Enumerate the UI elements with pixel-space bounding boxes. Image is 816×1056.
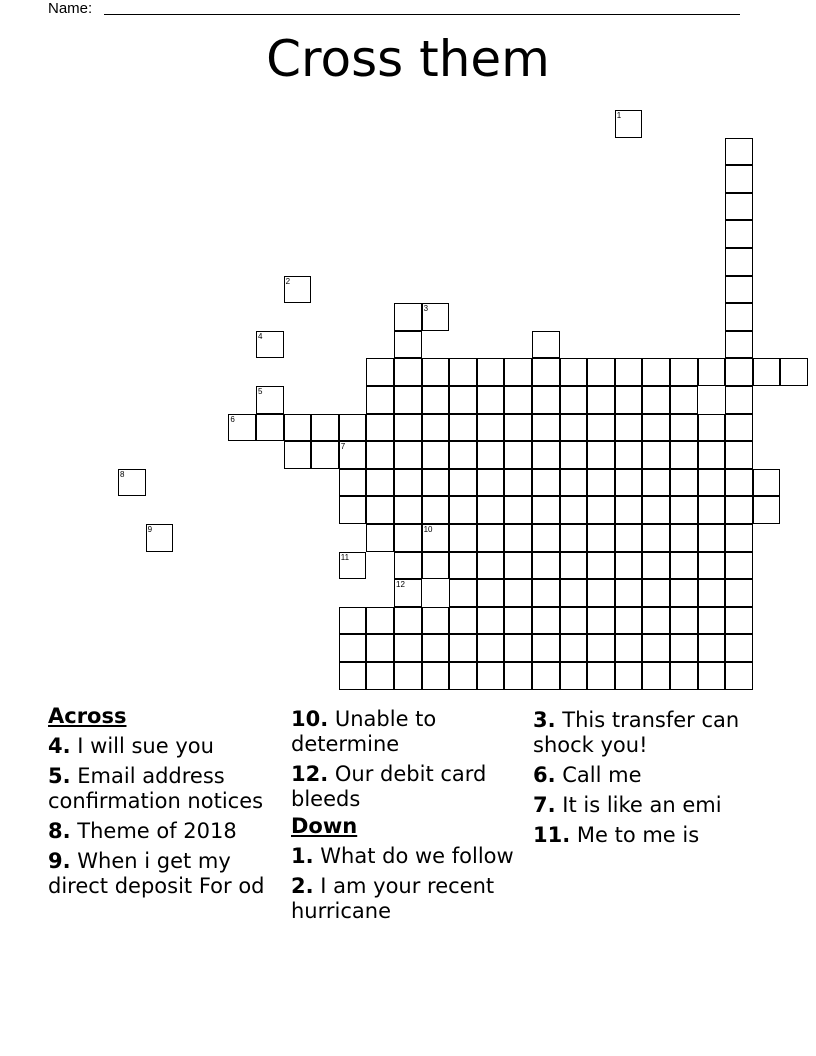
down-header: Down bbox=[291, 814, 358, 838]
clue-item bbox=[291, 762, 526, 812]
grid-cell[interactable] bbox=[504, 496, 532, 524]
grid-cell[interactable] bbox=[642, 414, 670, 442]
grid-cell[interactable] bbox=[422, 386, 450, 414]
grid-cell[interactable] bbox=[477, 441, 505, 469]
clue-item-text: I will sue you bbox=[70, 734, 214, 758]
grid-cell[interactable] bbox=[615, 634, 643, 662]
clue-item-number: 10. bbox=[291, 707, 329, 731]
across-header: Across bbox=[48, 704, 127, 728]
clue-number: 3 bbox=[423, 304, 429, 314]
grid-cell[interactable] bbox=[422, 303, 450, 331]
clue-item-number: 6. bbox=[533, 763, 556, 787]
grid-cell[interactable] bbox=[670, 662, 698, 690]
clue-item bbox=[533, 763, 768, 788]
clue-item bbox=[48, 734, 283, 759]
grid-cell[interactable] bbox=[642, 579, 670, 607]
grid-cell[interactable] bbox=[615, 110, 643, 138]
grid-cell[interactable] bbox=[670, 552, 698, 580]
grid-cell[interactable] bbox=[311, 414, 339, 442]
grid-cell[interactable] bbox=[449, 469, 477, 497]
clue-item-text: Me to me is bbox=[570, 823, 700, 847]
clue-number: 6 bbox=[230, 414, 235, 424]
clue-column-1 bbox=[48, 702, 283, 899]
grid-cell[interactable] bbox=[725, 220, 753, 248]
across-clue-list bbox=[48, 734, 283, 899]
grid-cell[interactable] bbox=[477, 496, 505, 524]
grid-cell[interactable] bbox=[422, 358, 450, 386]
grid-cell[interactable] bbox=[725, 331, 753, 359]
grid-cell[interactable] bbox=[698, 552, 726, 580]
grid-cell[interactable] bbox=[532, 662, 560, 690]
clue-item-number: 9. bbox=[48, 849, 71, 873]
grid-cell[interactable] bbox=[725, 193, 753, 221]
grid-cell[interactable] bbox=[228, 414, 256, 442]
grid-cell[interactable] bbox=[725, 303, 753, 331]
grid-cell[interactable] bbox=[366, 634, 394, 662]
grid-cell[interactable] bbox=[725, 662, 753, 690]
grid-cell[interactable] bbox=[394, 662, 422, 690]
grid-cell[interactable] bbox=[560, 441, 588, 469]
grid-cell[interactable] bbox=[532, 524, 560, 552]
grid-cell[interactable] bbox=[366, 358, 394, 386]
grid-cell[interactable] bbox=[642, 386, 670, 414]
grid-cell[interactable] bbox=[587, 579, 615, 607]
grid-cell[interactable] bbox=[698, 414, 726, 442]
grid-cell[interactable] bbox=[725, 524, 753, 552]
grid-cell[interactable] bbox=[725, 358, 753, 386]
grid-cell[interactable] bbox=[532, 331, 560, 359]
grid-cell[interactable] bbox=[504, 607, 532, 635]
clue-item-text: Unable to determine bbox=[291, 707, 437, 756]
clue-item bbox=[533, 708, 768, 758]
grid-cell[interactable] bbox=[670, 386, 698, 414]
grid-cell[interactable] bbox=[339, 607, 367, 635]
grid-cell[interactable] bbox=[615, 496, 643, 524]
grid-cell[interactable] bbox=[753, 469, 781, 497]
clue-number: 9 bbox=[147, 525, 153, 534]
clue-item-number: 2. bbox=[291, 874, 314, 898]
clue-item-number: 12. bbox=[291, 762, 329, 786]
grid-cell[interactable] bbox=[780, 358, 808, 386]
grid-cell[interactable] bbox=[449, 634, 477, 662]
clue-number: 10 bbox=[423, 525, 433, 534]
grid-cell[interactable] bbox=[698, 496, 726, 524]
down-clue-list bbox=[291, 844, 526, 924]
clue-number: 2 bbox=[285, 276, 291, 286]
grid-cell[interactable] bbox=[146, 524, 174, 552]
grid-cell[interactable] bbox=[698, 607, 726, 635]
clue-item-number: 8. bbox=[48, 819, 71, 843]
grid-cell[interactable] bbox=[477, 634, 505, 662]
grid-cell[interactable] bbox=[670, 469, 698, 497]
grid-cell[interactable] bbox=[504, 552, 532, 580]
grid-cell[interactable] bbox=[422, 414, 450, 442]
grid-cell[interactable] bbox=[670, 358, 698, 386]
grid-cell[interactable] bbox=[532, 358, 560, 386]
grid-cell[interactable] bbox=[532, 552, 560, 580]
grid-cell[interactable] bbox=[560, 524, 588, 552]
grid-cell[interactable] bbox=[698, 358, 726, 386]
clue-item-text: What do we follow bbox=[313, 844, 514, 868]
grid-cell[interactable] bbox=[394, 414, 422, 442]
clue-item-number: 11. bbox=[533, 823, 571, 847]
grid-cell[interactable] bbox=[504, 634, 532, 662]
grid-cell[interactable] bbox=[615, 579, 643, 607]
grid-cell[interactable] bbox=[642, 469, 670, 497]
grid-cell[interactable] bbox=[615, 662, 643, 690]
grid-cell[interactable] bbox=[560, 414, 588, 442]
grid-cell[interactable] bbox=[366, 414, 394, 442]
grid-cell[interactable] bbox=[422, 469, 450, 497]
grid-cell[interactable] bbox=[670, 496, 698, 524]
clue-number: 1 bbox=[616, 111, 622, 120]
grid-cell[interactable] bbox=[560, 634, 588, 662]
grid-cell[interactable] bbox=[725, 165, 753, 193]
grid-cell[interactable] bbox=[504, 469, 532, 497]
clue-item-text: This transfer can shock you! bbox=[533, 708, 740, 757]
grid-cell[interactable] bbox=[339, 469, 367, 497]
page-title: Cross them bbox=[266, 30, 550, 88]
clue-item-number: 3. bbox=[533, 708, 556, 732]
grid-cell[interactable] bbox=[725, 552, 753, 580]
clue-column-2 bbox=[291, 702, 526, 924]
grid-cell[interactable] bbox=[504, 358, 532, 386]
grid-cell[interactable] bbox=[477, 607, 505, 635]
grid-cell[interactable] bbox=[339, 441, 367, 469]
grid-cell[interactable] bbox=[615, 441, 643, 469]
clue-number: 12 bbox=[396, 580, 405, 590]
clue-item bbox=[48, 819, 283, 844]
grid-cell[interactable] bbox=[753, 496, 781, 524]
grid-cell[interactable] bbox=[560, 662, 588, 690]
grid-cell[interactable] bbox=[642, 634, 670, 662]
grid-cell[interactable] bbox=[449, 496, 477, 524]
clue-item bbox=[48, 849, 283, 899]
grid-cell[interactable] bbox=[725, 634, 753, 662]
grid-cell[interactable] bbox=[422, 662, 450, 690]
grid-cell[interactable] bbox=[725, 138, 753, 166]
grid-cell[interactable] bbox=[642, 662, 670, 690]
clue-item-text: Email address confirmation notices bbox=[48, 764, 264, 813]
grid-cell[interactable] bbox=[504, 441, 532, 469]
clue-number: 8 bbox=[120, 469, 125, 479]
clue-item-text: Theme of 2018 bbox=[70, 819, 237, 843]
grid-cell[interactable] bbox=[284, 276, 312, 304]
down-clue-list-continued bbox=[533, 708, 768, 848]
grid-cell[interactable] bbox=[642, 496, 670, 524]
grid-cell[interactable] bbox=[449, 524, 477, 552]
grid-cell[interactable] bbox=[725, 248, 753, 276]
grid-cell[interactable] bbox=[394, 331, 422, 359]
grid-cell[interactable] bbox=[449, 386, 477, 414]
clue-item bbox=[291, 844, 526, 869]
clue-item-text: It is like an emi bbox=[555, 793, 722, 817]
grid-cell[interactable] bbox=[256, 386, 284, 414]
grid-cell[interactable] bbox=[615, 386, 643, 414]
grid-cell[interactable] bbox=[477, 552, 505, 580]
grid-cell[interactable] bbox=[339, 662, 367, 690]
grid-cell[interactable] bbox=[698, 579, 726, 607]
grid-cell[interactable] bbox=[642, 552, 670, 580]
clue-item-text: Call me bbox=[555, 763, 642, 787]
grid-cell[interactable] bbox=[449, 607, 477, 635]
clue-item-text: When i get my direct deposit For od bbox=[48, 849, 265, 898]
grid-cell[interactable] bbox=[670, 524, 698, 552]
grid-cell[interactable] bbox=[284, 414, 312, 442]
grid-cell[interactable] bbox=[670, 441, 698, 469]
grid-cell[interactable] bbox=[532, 579, 560, 607]
grid-cell[interactable] bbox=[366, 496, 394, 524]
grid-cell[interactable] bbox=[256, 331, 284, 359]
clue-item-number: 1. bbox=[291, 844, 314, 868]
grid-cell[interactable] bbox=[642, 441, 670, 469]
grid-cell[interactable] bbox=[339, 496, 367, 524]
grid-cell[interactable] bbox=[477, 414, 505, 442]
grid-cell[interactable] bbox=[587, 524, 615, 552]
grid-cell[interactable] bbox=[532, 441, 560, 469]
grid-cell[interactable] bbox=[422, 634, 450, 662]
grid-cell[interactable] bbox=[725, 276, 753, 304]
grid-cell[interactable] bbox=[698, 634, 726, 662]
clue-column-3 bbox=[533, 703, 768, 848]
grid-cell[interactable] bbox=[449, 552, 477, 580]
grid-cell[interactable] bbox=[615, 524, 643, 552]
grid-cell[interactable] bbox=[394, 469, 422, 497]
grid-cell[interactable] bbox=[422, 607, 450, 635]
grid-cell[interactable] bbox=[339, 634, 367, 662]
grid-cell[interactable] bbox=[698, 441, 726, 469]
grid-cell[interactable] bbox=[394, 496, 422, 524]
grid-cell[interactable] bbox=[449, 414, 477, 442]
grid-cell[interactable] bbox=[311, 441, 339, 469]
grid-cell[interactable] bbox=[504, 579, 532, 607]
clue-item bbox=[291, 707, 526, 757]
grid-cell[interactable] bbox=[366, 607, 394, 635]
grid-cell[interactable] bbox=[394, 524, 422, 552]
grid-cell[interactable] bbox=[725, 441, 753, 469]
grid-cell[interactable] bbox=[422, 524, 450, 552]
grid-cell[interactable] bbox=[394, 386, 422, 414]
grid-cell[interactable] bbox=[366, 386, 394, 414]
grid-cell[interactable] bbox=[504, 524, 532, 552]
grid-cell[interactable] bbox=[670, 414, 698, 442]
clue-item-number: 5. bbox=[48, 764, 71, 788]
grid-cell[interactable] bbox=[587, 552, 615, 580]
grid-cell[interactable] bbox=[366, 441, 394, 469]
grid-cell[interactable] bbox=[366, 469, 394, 497]
grid-cell[interactable] bbox=[504, 662, 532, 690]
grid-cell[interactable] bbox=[532, 496, 560, 524]
grid-cell[interactable] bbox=[504, 414, 532, 442]
grid-cell[interactable] bbox=[339, 552, 367, 580]
grid-cell[interactable] bbox=[587, 496, 615, 524]
grid-cell[interactable] bbox=[587, 634, 615, 662]
grid-cell[interactable] bbox=[587, 358, 615, 386]
clue-item bbox=[48, 764, 283, 814]
grid-cell[interactable] bbox=[477, 469, 505, 497]
grid-cell[interactable] bbox=[422, 496, 450, 524]
grid-cell[interactable] bbox=[394, 579, 422, 607]
grid-cell[interactable] bbox=[449, 579, 477, 607]
clue-item-text: I am your recent hurricane bbox=[291, 874, 495, 923]
clue-number: 11 bbox=[340, 552, 350, 562]
clue-number: 7 bbox=[340, 442, 346, 452]
grid-cell[interactable] bbox=[560, 579, 588, 607]
grid-cell[interactable] bbox=[449, 441, 477, 469]
grid-cell[interactable] bbox=[587, 414, 615, 442]
grid-cell[interactable] bbox=[366, 524, 394, 552]
grid-cell[interactable] bbox=[532, 414, 560, 442]
grid-cell[interactable] bbox=[394, 552, 422, 580]
grid-cell[interactable] bbox=[532, 469, 560, 497]
clue-item bbox=[533, 793, 768, 818]
grid-cell[interactable] bbox=[698, 469, 726, 497]
clue-item-text: Our debit card bleeds bbox=[291, 762, 487, 811]
grid-cell[interactable] bbox=[477, 524, 505, 552]
grid-cell[interactable] bbox=[698, 524, 726, 552]
grid-cell[interactable] bbox=[725, 607, 753, 635]
grid-cell[interactable] bbox=[532, 634, 560, 662]
grid-cell[interactable] bbox=[477, 386, 505, 414]
grid-cell[interactable] bbox=[560, 358, 588, 386]
grid-cell[interactable] bbox=[532, 386, 560, 414]
grid-cell[interactable] bbox=[560, 607, 588, 635]
grid-cell[interactable] bbox=[560, 552, 588, 580]
grid-cell[interactable] bbox=[642, 358, 670, 386]
grid-cell[interactable] bbox=[725, 469, 753, 497]
grid-cell[interactable] bbox=[394, 303, 422, 331]
across-clue-list-continued bbox=[291, 707, 526, 812]
grid-cell[interactable] bbox=[394, 634, 422, 662]
grid-cell[interactable] bbox=[587, 607, 615, 635]
clue-item bbox=[291, 874, 526, 924]
grid-cell[interactable] bbox=[449, 662, 477, 690]
grid-cell[interactable] bbox=[477, 579, 505, 607]
grid-cell[interactable] bbox=[394, 607, 422, 635]
grid-cell[interactable] bbox=[477, 358, 505, 386]
clue-item-number: 4. bbox=[48, 734, 71, 758]
grid-cell[interactable] bbox=[615, 358, 643, 386]
grid-cell[interactable] bbox=[118, 469, 146, 497]
grid-cell[interactable] bbox=[615, 552, 643, 580]
grid-cell[interactable] bbox=[587, 441, 615, 469]
clue-number: 5 bbox=[258, 387, 263, 396]
grid-cell[interactable] bbox=[670, 579, 698, 607]
grid-cell[interactable] bbox=[284, 441, 312, 469]
grid-cell[interactable] bbox=[394, 358, 422, 386]
grid-cell[interactable] bbox=[560, 496, 588, 524]
name-label: Name: bbox=[48, 0, 93, 17]
clue-item-number: 7. bbox=[533, 793, 556, 817]
grid-cell[interactable] bbox=[560, 469, 588, 497]
grid-cell[interactable] bbox=[725, 414, 753, 442]
grid-cell[interactable] bbox=[477, 662, 505, 690]
grid-cell[interactable] bbox=[422, 552, 450, 580]
grid-cell[interactable] bbox=[366, 662, 394, 690]
grid-cell[interactable] bbox=[504, 386, 532, 414]
grid-cell[interactable] bbox=[670, 634, 698, 662]
grid-cell[interactable] bbox=[422, 441, 450, 469]
clue-number: 4 bbox=[258, 331, 263, 341]
grid-cell[interactable] bbox=[670, 607, 698, 635]
grid-cell[interactable] bbox=[725, 386, 753, 414]
clue-item bbox=[533, 823, 768, 848]
grid-cell[interactable] bbox=[587, 469, 615, 497]
grid-cell[interactable] bbox=[560, 386, 588, 414]
grid-cell[interactable] bbox=[698, 662, 726, 690]
grid-cell[interactable] bbox=[256, 414, 284, 442]
grid-cell[interactable] bbox=[642, 524, 670, 552]
grid-cell[interactable] bbox=[725, 579, 753, 607]
grid-cell[interactable] bbox=[394, 441, 422, 469]
grid-cell[interactable] bbox=[587, 386, 615, 414]
grid-cell[interactable] bbox=[615, 607, 643, 635]
grid-cell[interactable] bbox=[587, 662, 615, 690]
grid-cell[interactable] bbox=[615, 469, 643, 497]
grid-cell[interactable] bbox=[615, 414, 643, 442]
grid-cell[interactable] bbox=[532, 607, 560, 635]
grid-cell[interactable] bbox=[339, 414, 367, 442]
grid-cell[interactable] bbox=[449, 358, 477, 386]
grid-cell[interactable] bbox=[753, 358, 781, 386]
grid-cell[interactable] bbox=[725, 496, 753, 524]
grid-cell[interactable] bbox=[642, 607, 670, 635]
